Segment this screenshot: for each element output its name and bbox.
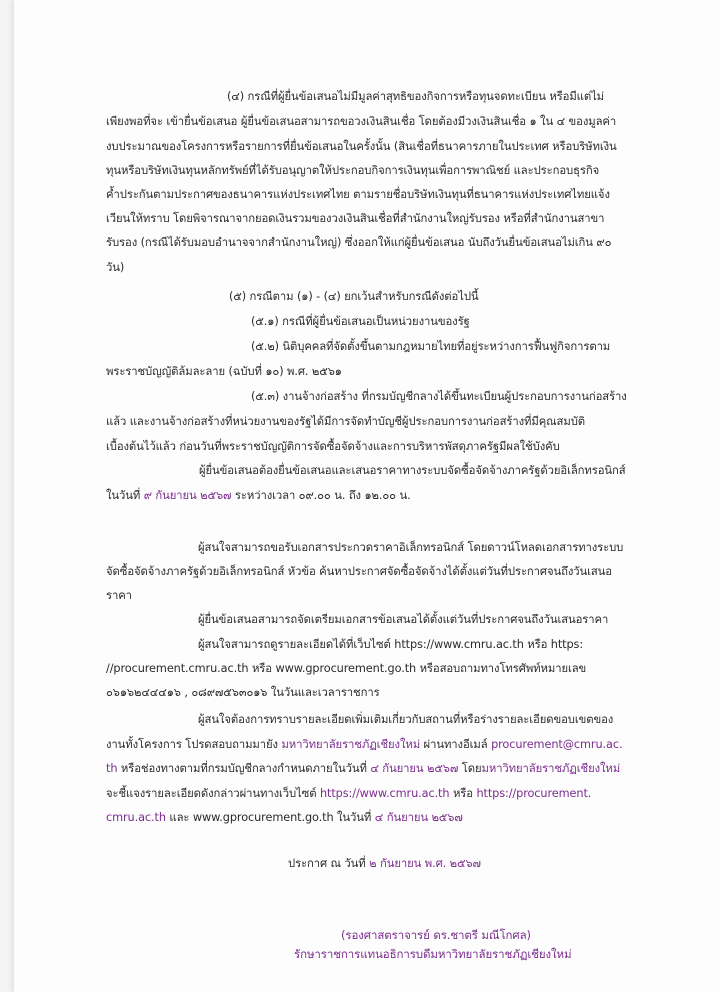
text-line (106, 738, 622, 752)
filled-field-text: cmru.ac.th (106, 811, 166, 824)
text-line (106, 415, 585, 429)
line-text: (๔) กรณีที่ผู้ยื่นข้อเสนอไม่มีมูลค่าสุทธิของกิจการหรือทุนจดทะเบียน หรือมีแต่ไม่ (227, 90, 605, 103)
line-text: งบประมาณของโครงการหรือรายการที่ยื่นข้อเสนอในครั้งนั้น (สินเชื่อที่ธนาคารภายในประเทศ หรือบริษัทเงิน (106, 140, 617, 153)
document-page (14, 0, 720, 992)
filled-field-text: กันยายน พ.ศ. ๒๕๖๗ (380, 857, 481, 870)
filled-field-text: ๙ กันยายน ๒๕๖๗ (143, 489, 232, 502)
line-text: ผู้สนใจสามารถดูรายละเอียดได้ที่เว็บไซต์ https://www.cmru.ac.th หรือ https: (198, 638, 584, 651)
text-line (106, 489, 411, 503)
text-line (227, 90, 604, 104)
filled-field-text: มหาวิทยาลัยราชภัฏเชียงใหม่ (281, 738, 421, 751)
text-line (199, 464, 626, 478)
line-text: หรือ (449, 787, 477, 800)
filled-field-text: ๒ (369, 857, 377, 870)
line-text: เวียนให้ทราบ โดยพิจารณาจากยอดเงินรวมของวงเงินสินเชื่อที่สำนักงานใหญ่รับรอง หรือที่สำนักงานสาขา (106, 212, 605, 225)
text-line (106, 212, 604, 226)
filled-field-text: procurement@cmru.ac. (491, 738, 623, 751)
text-line (106, 115, 616, 129)
line-text: (๕.๑) กรณีที่ผู้ยื่นข้อเสนอเป็นหน่วยงานของรัฐ (251, 315, 470, 328)
signatory-name: (รองศาสตราจารย์ ดร.ชาตรี มณีโกศล) (341, 928, 531, 942)
line-text: งานทั้งโครงการ โปรดสอบถามมายัง (106, 738, 282, 751)
line-text: ในวันที่ (106, 489, 144, 502)
text-line (106, 762, 620, 776)
signatory-title: รักษาราชการแทนอธิการบดีมหาวิทยาลัยราชภัฏเชียงใหม่ (294, 947, 572, 961)
filled-field-text: ๔ กันยายน ๒๕๖๗ (370, 762, 459, 775)
text-line (106, 365, 342, 379)
text-line (106, 236, 611, 250)
text-line (106, 811, 463, 825)
text-line (106, 440, 560, 454)
text-line (106, 164, 599, 178)
filled-field-text: ๔ กันยายน ๒๕๖๗ (374, 811, 463, 824)
line-text: //procurement.cmru.ac.th หรือ www.gprocurement.go.th หรือสอบถามทางโทรศัพท์หมายเลข (106, 662, 587, 675)
filled-field-text: th (106, 762, 118, 775)
filled-field-text: https://procurement. (476, 787, 592, 800)
line-text: พระราชบัญญัติล้มละลาย (ฉบับที่ ๑๐) พ.ศ. ๒๕๖๑ (106, 365, 342, 378)
line-text: ประกาศ ณ วันที่ (288, 857, 370, 870)
line-text: จัดซื้อจัดจ้างภาครัฐด้วยอิเล็กทรอนิกส์ หัวข้อ ค้นหาประกาศจัดซื้อจัดจ้างได้ตั้งแต่วันที่ประกาศจนถึงวันเสนอ (106, 565, 612, 578)
line-text: เบื้องต้นไว้แล้ว ก่อนวันที่พระราชบัญญัติการจัดซื้อจัดจ้างและการบริหารพัสดุภาครัฐมีผลใช้บังคับ (106, 440, 560, 453)
text-line (251, 340, 610, 354)
text-line (106, 565, 612, 579)
line-text: ราคา (106, 589, 132, 602)
text-line (106, 188, 610, 202)
line-text: (๕.๓) งานจ้างก่อสร้าง ที่กรมบัญชีกลางได้ขึ้นทะเบียนผู้ประกอบการงานก่อสร้าง (251, 390, 627, 403)
line-text: โดย (458, 762, 482, 775)
line-text: จะชี้แจงรายละเอียดดังกล่าวผ่านทางเว็บไซต์ (106, 787, 320, 800)
announcement-date-line (288, 857, 481, 871)
line-text: ๐๖๑๖๒๔๔๔๑๖ , ๐๘๙๗๕๖๓๐๑๖ ในวันและเวลาราชการ (106, 686, 380, 699)
filled-field-text: มหาวิทยาลัยราชภัฏเชียงใหม่ (481, 762, 621, 775)
line-text: ทุนหรือบริษัทเงินทุนหลักทรัพย์ที่ได้รับอนุญาตให้ประกอบกิจการเงินทุนเพื่อการพาณิชย์ และประกอบธุรกิจ (106, 164, 600, 177)
line-text: (๕) กรณีตาม (๑) - (๔) ยกเว้นสำหรับกรณีดังต่อไปนี้ (229, 290, 479, 303)
line-text: รับรอง (กรณีได้รับมอบอำนาจจากสำนักงานใหญ่) ซึ่งออกให้แก่ผู้ยื่นข้อเสนอ นับถึงวันยื่นข้อเสนอไม่เกิน ๙๐ (106, 236, 612, 249)
filled-field-text: https://www.cmru.ac.th (319, 787, 450, 800)
line-text: ผู้ยื่นข้อเสนอสามารถจัดเตรียมเอกสารข้อเสนอได้ตั้งแต่วันที่ประกาศจนถึงวันเสนอราคา (198, 613, 609, 626)
text-line (106, 662, 586, 676)
text-line (251, 315, 470, 329)
text-line (229, 290, 479, 304)
line-text: ผ่านทางอีเมล์ (420, 738, 492, 751)
line-text: ผู้สนใจต้องการทราบรายละเอียดเพิ่มเติมเกี่ยวกับสถานที่หรือร่างรายละเอียดขอบเขตของ (198, 713, 614, 726)
line-text: ผู้สนใจสามารถขอรับเอกสารประกวดราคาอิเล็กทรอนิกส์ โดยดาวน์โหลดเอกสารทางระบบ (198, 541, 624, 554)
text-line (251, 390, 627, 404)
line-text: ผู้ยื่นข้อเสนอต้องยื่นข้อเสนอและเสนอราคาทางระบบจัดซื้อจัดจ้างภาครัฐด้วยอิเล็กทรอนิกส์ (199, 464, 626, 477)
line-text: และ www.gprocurement.go.th ในวันที่ (165, 811, 375, 824)
text-line (106, 686, 380, 700)
text-line (106, 787, 591, 801)
text-line (198, 613, 608, 627)
line-text: ระหว่างเวลา ๐๙.๐๐ น. ถึง ๑๒.๐๐ น. (231, 489, 411, 502)
line-text: ค้ำประกันตามประกาศของธนาคารแห่งประเทศไทย ตามรายชื่อบริษัทเงินทุนที่ธนาคารแห่งประเทศไทยแจ้ง (106, 188, 610, 201)
text-line (106, 261, 124, 275)
line-text: แล้ว และงานจ้างก่อสร้างที่หน่วยงานของรัฐได้มีการจัดทำบัญชีผู้ประกอบการงานก่อสร้างที่มีคุณสมบัติ (106, 415, 586, 428)
text-line (106, 140, 617, 154)
line-text: เพียงพอที่จะ เข้ายื่นข้อเสนอ ผู้ยื่นข้อเสนอสามารถขอวงเงินสินเชื่อ โดยต้องมีวงเงินสินเชื่อ ๑ ใน ๔ ของมูลค่า (106, 115, 617, 128)
line-text: (๕.๒) นิติบุคคลที่จัดตั้งขึ้นตามกฎหมายไทยที่อยู่ระหว่างการฟื้นฟูกิจการตาม (251, 340, 611, 353)
text-line (198, 638, 583, 652)
text-line (198, 541, 623, 555)
text-line (198, 713, 613, 727)
line-text: หรือช่องทางตามที่กรมบัญชีกลางกำหนดภายในวันที่ (117, 762, 371, 775)
text-line (106, 589, 132, 603)
line-text: วัน) (106, 261, 125, 274)
